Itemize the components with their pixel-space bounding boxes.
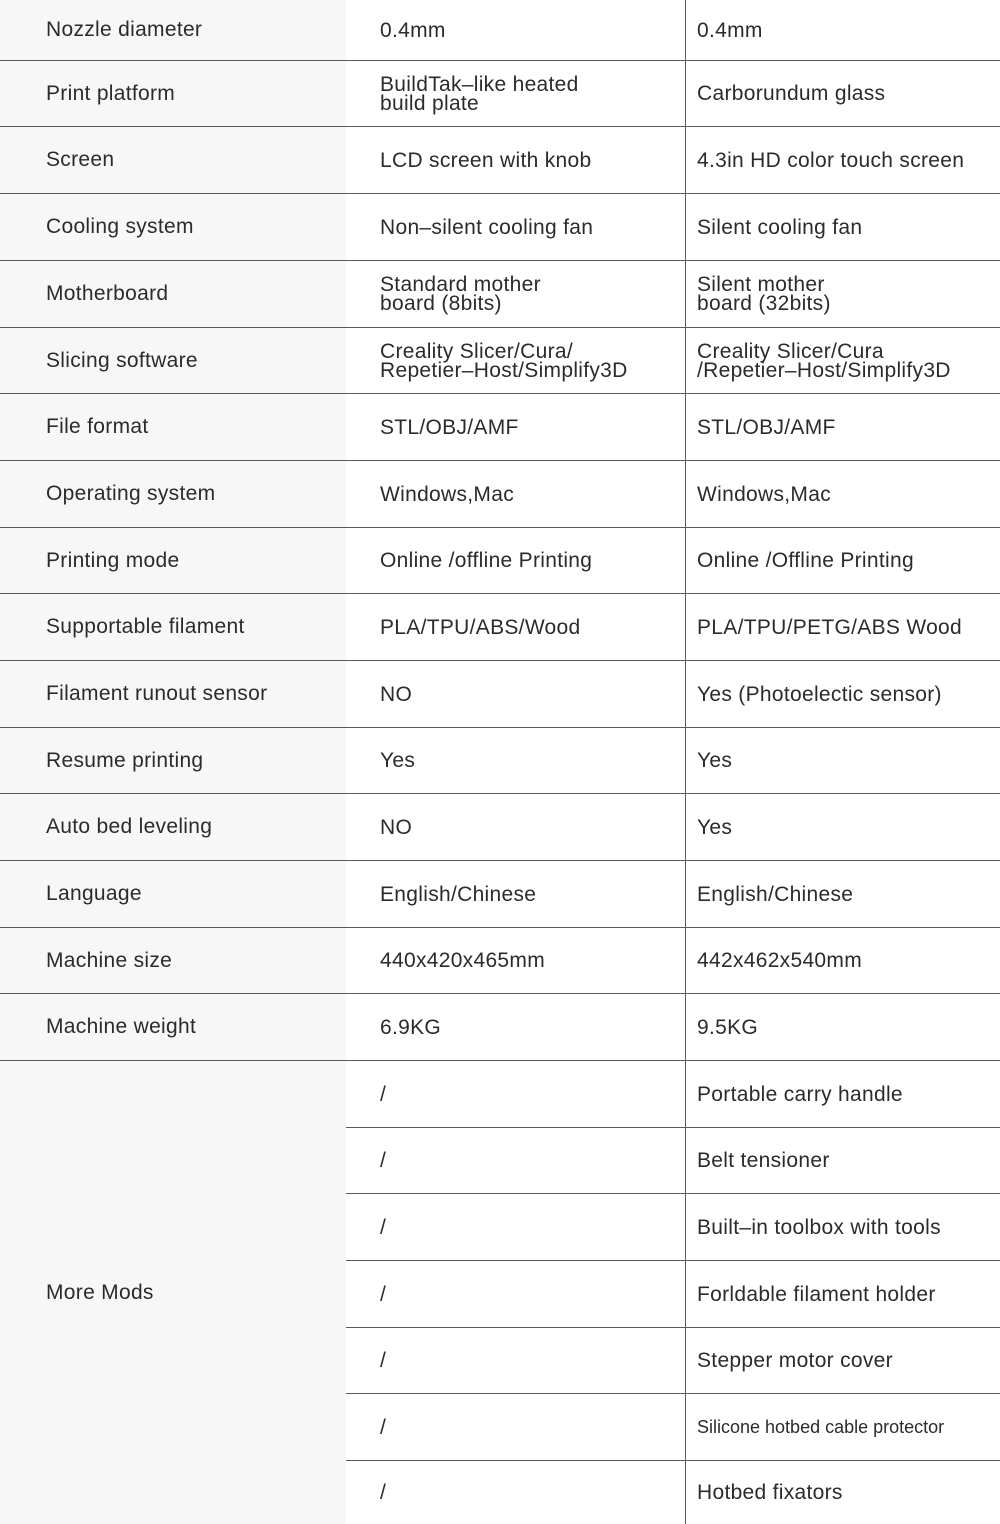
spec-value-model-a: Yes: [346, 728, 686, 793]
spec-value-model-a: BuildTak–like heated build plate: [346, 61, 686, 126]
spec-label: Language: [0, 861, 346, 927]
spec-value-model-b: STL/OBJ/AMF: [697, 415, 836, 439]
spec-value-model-b: Online /Offline Printing: [697, 549, 914, 572]
spec-row: [0, 861, 1000, 928]
spec-value-model-a: 0.4mm: [346, 0, 686, 60]
spec-row: [0, 594, 1000, 661]
more-mods-row: [346, 1394, 1000, 1461]
spec-value-model-a: NO: [346, 794, 686, 860]
spec-label: Operating system: [0, 461, 346, 527]
spec-value-model-b: PLA/TPU/PETG/ABS Wood: [697, 615, 963, 639]
mod-value-model-a: /: [346, 1328, 686, 1393]
spec-value-model-a: STL/OBJ/AMF: [346, 394, 686, 460]
spec-row: [0, 328, 1000, 394]
mod-value-model-b: Stepper motor cover: [697, 1349, 893, 1372]
spec-value-model-b: Yes: [697, 749, 733, 772]
spec-value-model-a: Online /offline Printing: [346, 528, 686, 593]
spec-value-model-b: Silent cooling fan: [697, 215, 863, 239]
spec-value-model-b: Yes: [697, 815, 733, 839]
spec-row: [0, 261, 1000, 328]
more-mods-row: [346, 1061, 1000, 1128]
spec-row: [0, 394, 1000, 461]
spec-row: [0, 461, 1000, 528]
mod-value-model-b: Belt tensioner: [697, 1149, 830, 1172]
spec-label: Printing mode: [0, 528, 346, 593]
mod-value-model-b: Portable carry handle: [697, 1082, 903, 1106]
spec-row: [0, 994, 1000, 1061]
spec-label: Machine weight: [0, 994, 346, 1060]
more-mods-row: [346, 1328, 1000, 1394]
spec-value-model-b: Silent mother board (32bits): [697, 273, 831, 315]
spec-value-model-b: 4.3in HD color touch screen: [697, 148, 965, 172]
spec-label: Machine size: [0, 928, 346, 993]
spec-value-model-a: Windows,Mac: [346, 461, 686, 527]
mod-value-model-a: /: [346, 1261, 686, 1327]
spec-label: Resume printing: [0, 728, 346, 793]
spec-value-model-a: PLA/TPU/ABS/Wood: [346, 594, 686, 660]
spec-value-model-a: Creality Slicer/Cura/ Repetier–Host/Simplify3D: [346, 328, 686, 393]
spec-label: File format: [0, 394, 346, 460]
mod-value-model-b: Built–in toolbox with tools: [697, 1215, 941, 1239]
spec-value-model-a: NO: [346, 661, 686, 727]
spec-label: Print platform: [0, 61, 346, 126]
mod-value-model-a: /: [346, 1194, 686, 1260]
mod-value-model-a: /: [346, 1394, 686, 1460]
spec-row: [0, 928, 1000, 994]
mod-value-model-b: Hotbed fixators: [697, 1481, 843, 1504]
more-mods-row: [346, 1128, 1000, 1194]
mod-value-model-b: Forldable filament holder: [697, 1282, 936, 1306]
more-mods-row: [346, 1261, 1000, 1328]
mod-value-model-b: Silicone hotbed cable protector: [697, 1416, 945, 1437]
spec-row: [0, 661, 1000, 728]
spec-value-model-b: Yes (Photoelectic sensor): [697, 682, 942, 706]
spec-row: [0, 0, 1000, 61]
mod-value-model-a: /: [346, 1461, 686, 1524]
more-mods-section: [0, 1061, 1000, 1524]
spec-label: Auto bed leveling: [0, 794, 346, 860]
spec-label: Slicing software: [0, 328, 346, 393]
more-mods-row: [346, 1194, 1000, 1261]
spec-value-model-b: 442x462x540mm: [697, 949, 862, 972]
spec-value-model-a: English/Chinese: [346, 861, 686, 927]
spec-label: Nozzle diameter: [0, 0, 346, 60]
spec-value-model-a: 6.9KG: [346, 994, 686, 1060]
spec-value-model-a: Standard mother board (8bits): [346, 261, 686, 327]
spec-value-model-b: 9.5KG: [697, 1015, 759, 1039]
spec-row: [0, 528, 1000, 594]
spec-value-model-b: Windows,Mac: [697, 482, 831, 506]
spec-label: Supportable filament: [0, 594, 346, 660]
spec-label: Cooling system: [0, 194, 346, 260]
spec-row: [0, 61, 1000, 127]
spec-value-model-b: Carborundum glass: [697, 82, 886, 105]
spec-value-model-a: Non–silent cooling fan: [346, 194, 686, 260]
spec-label: Motherboard: [0, 261, 346, 327]
spec-row: [0, 794, 1000, 861]
mod-value-model-a: /: [346, 1061, 686, 1127]
more-mods-label: More Mods: [0, 1061, 346, 1524]
spec-row: [0, 194, 1000, 261]
spec-value-model-b: 0.4mm: [697, 18, 763, 42]
spec-row: [0, 728, 1000, 794]
spec-value-model-a: 440x420x465mm: [346, 928, 686, 993]
more-mods-row: [346, 1461, 1000, 1524]
spec-label: Filament runout sensor: [0, 661, 346, 727]
spec-value-model-b: Creality Slicer/Cura /Repetier–Host/Simplify3D: [697, 339, 951, 382]
spec-value-model-a: LCD screen with knob: [346, 127, 686, 193]
mod-value-model-a: /: [346, 1128, 686, 1193]
spec-label: Screen: [0, 127, 346, 193]
spec-row: [0, 127, 1000, 194]
spec-value-model-b: English/Chinese: [697, 882, 854, 906]
